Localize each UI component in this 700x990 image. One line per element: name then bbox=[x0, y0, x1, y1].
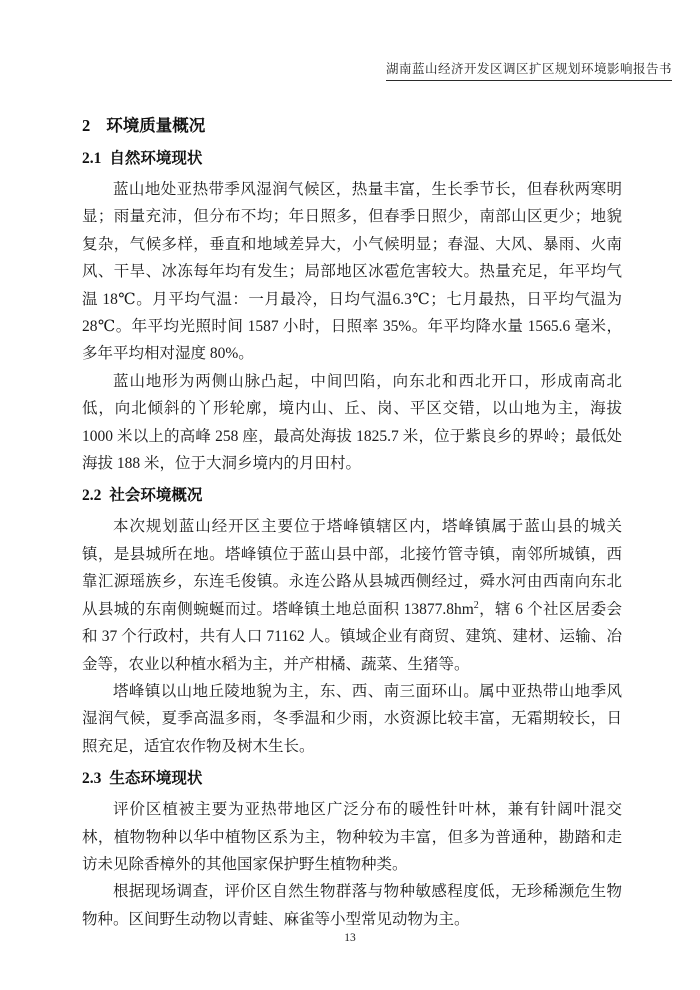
paragraph-climate: 蓝山地处亚热带季风湿润气候区，热量丰富，生长季节长，但春秋两寒明显；雨量充沛，但分布不均；年日照多，但春季日照少，南部山区更少；地貌复杂，气候多样，垂直和地域差异大，小气候明显；春湿、大风、暴雨、火南风、干旱、冰冻每年均有发生；局部地区冰雹危害较大。热量充足，年平均气温 18℃。月平均气温：一月最冷，日均气温6.3℃；七月最热，日平均气温为28℃。年平均光照时间 1587 小时，日照率 35%。年平均降水量 1565.6 毫米，多年平均相对湿度 80%。 bbox=[82, 181, 622, 363]
paragraph-town-text-1: 本次规划蓝山经开区主要位于塔峰镇辖区内，塔峰镇属于蓝山县的城关镇，是县城所在地。塔峰镇位于蓝山县中部，北接竹管寺镇，南邻所城镇，西靠汇源瑶族乡，东连毛俊镇。永连公路从县城西侧经过，舜水河由西南向东北从县城的东南侧蜿蜒而过。塔峰镇土地总面积 13877.8hm bbox=[82, 518, 622, 618]
page-header bbox=[0, 0, 700, 81]
paragraph-town-overview bbox=[82, 513, 622, 677]
section-title: 环境质量概况 bbox=[106, 116, 206, 135]
paragraph-vegetation: 评价区植被主要为亚热带地区广泛分布的暖性针叶林，兼有针阔叶混交林，植物物种以华中植物区系为主，物种较为丰富，但多为普通种，勘踏和走访未见除香樟外的其他国家保护野生植物种类。 bbox=[82, 801, 622, 873]
page-footer bbox=[0, 932, 700, 944]
section-number: 2.3 bbox=[82, 770, 102, 788]
section-heading-2-3 bbox=[82, 768, 622, 789]
superscript-2: 2 bbox=[473, 599, 479, 611]
section-title: 社会环境概况 bbox=[109, 487, 203, 505]
section-heading-2 bbox=[82, 115, 622, 137]
section-heading-2-2 bbox=[82, 485, 622, 506]
section-number: 2.1 bbox=[82, 150, 102, 167]
paragraph-wildlife: 根据现场调查，评价区自然生物群落与物种敏感程度低，无珍稀濒危生物物种。区间野生动物以青蛙、麻雀等小型常见动物为主。 bbox=[82, 883, 622, 928]
page-number: 13 bbox=[344, 932, 356, 944]
page-content bbox=[82, 115, 622, 933]
section-title: 自然环境现状 bbox=[109, 150, 203, 167]
header-title: 湖南蓝山经济开发区调区扩区规划环境影响报告书 bbox=[386, 62, 672, 81]
section-heading-2-1 bbox=[82, 148, 622, 169]
paragraph-town-text-2: ，辖 6 个社区居委会和 37 个行政村，共有人口 71162 人。镇域企业有商贸、建筑、建材、运输、冶金等，农业以种植水稻为主，并产柑橘、蔬菜、生猪等。 bbox=[82, 600, 622, 673]
paragraph-terrain: 蓝山地形为两侧山脉凸起，中间凹陷，向东北和西北开口，形成南高北低，向北倾斜的丫形轮廓，境内山、丘、岗、平区交错，以山地为主，海拔 1000 米以上的高峰 258 座，最高处海拔 1825.7 米，位于紫良乡的界岭；最低处海拔 188 米，位于大洞乡境内的月田村。 bbox=[82, 372, 622, 473]
paragraph-town-geography: 塔峰镇以山地丘陵地貌为主，东、西、南三面环山。属中亚热带山地季风湿润气候，夏季高温多雨，冬季温和少雨，水资源比较丰富，无霜期较长，日照充足，适宜农作物及树木生长。 bbox=[82, 682, 622, 755]
section-title: 生态环境现状 bbox=[109, 770, 203, 788]
section-number: 2.2 bbox=[82, 487, 102, 505]
section-number: 2 bbox=[82, 116, 91, 135]
